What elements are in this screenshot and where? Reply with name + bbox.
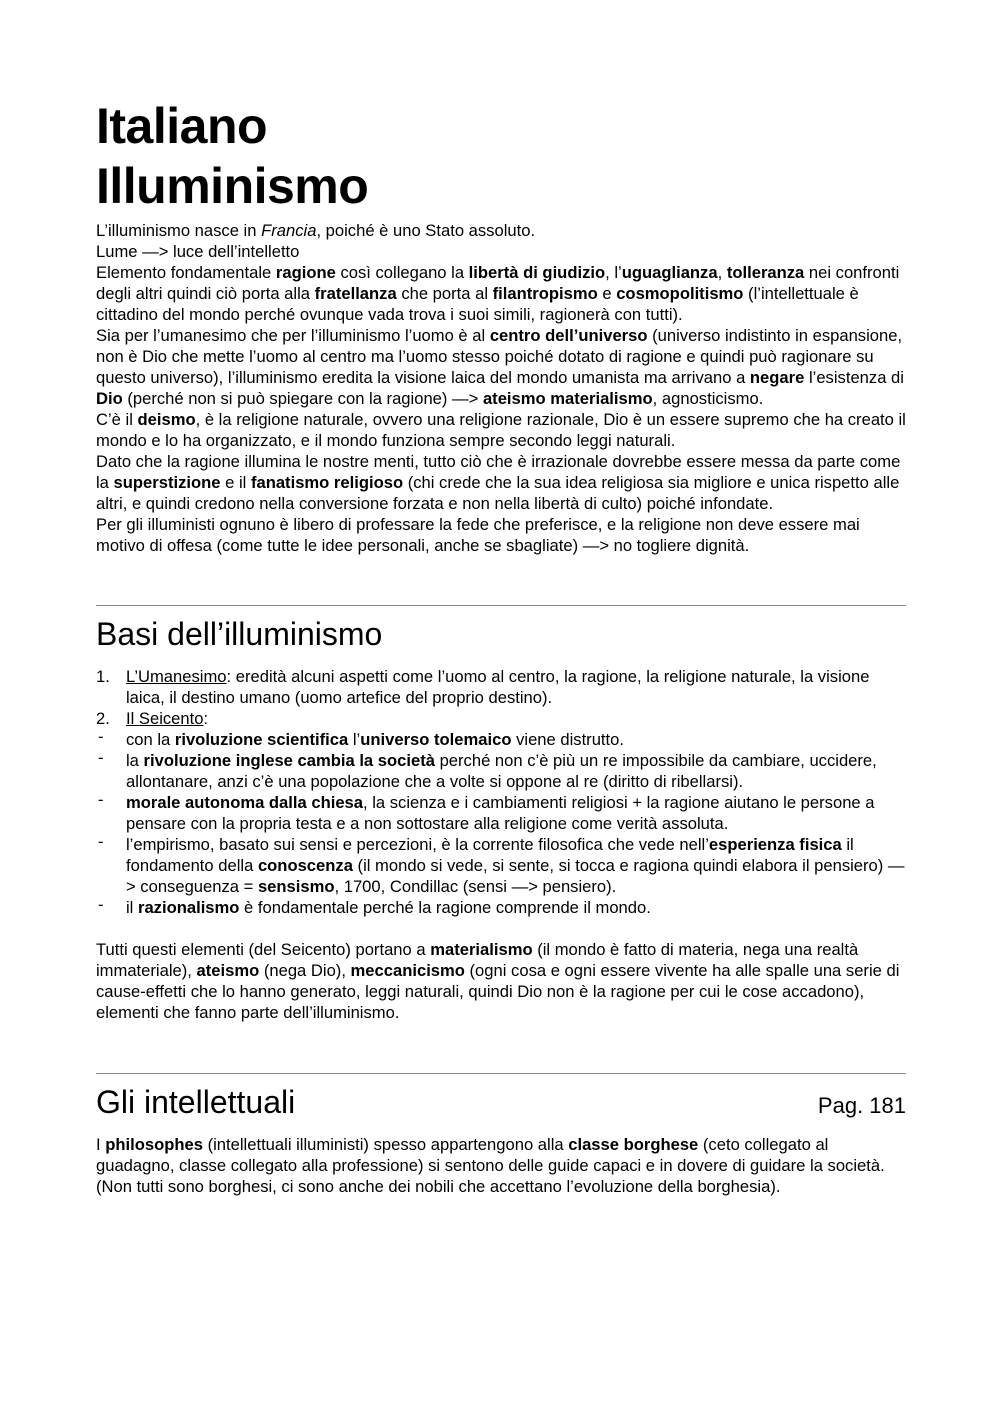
- spacer: [96, 1023, 906, 1073]
- dash-marker: -: [98, 790, 104, 809]
- numbered-item-1: 1. L’Umanesimo: eredità alcuni aspetti come l’uomo al centro, la ragione, la religione naturale, la visione laica, il destino umano (uomo artefice del proprio destino).: [96, 667, 870, 707]
- numbered-list: [96, 666, 906, 729]
- section-title-intellettuali: Gli intellettuali: [96, 1084, 296, 1120]
- intellettuali-paragraph: I philosophes (intellettuali illuministi) spesso appartengono alla classe borghese (ceto collegato al guadagno, classe collegato alla professione) si sentono delle guide capaci e in dovere di guidare la società. (Non tutti sono borghesi, ci sono anche dei nobili che accettano l’evoluzione della borghesia).: [96, 1135, 885, 1196]
- intro-paragraph-4: Sia per l’umanesimo che per l’illuminismo l’uomo è al centro dell’universo (universo indistinto in espansione, non è Dio che mette l’uomo al centro ma l’uomo stesso poiché dotato di ragione e quindi può ragionare su questo universo), l’illuminismo eredita la visione laica del mondo umanista ma arrivano a negare l’esistenza di Dio (perché non si può spiegare con la ragione) —> ateismo materialismo, agnosticismo.: [96, 326, 904, 408]
- list-marker: 1.: [96, 667, 110, 686]
- dash-item-2: - la rivoluzione inglese cambia la società perché non c’è più un re impossibile da cambiare, uccidere, allontanare, anzi c’è una popolazione che a volte si oppone al re (diritto di ribellarsi).: [98, 748, 877, 791]
- section-intellettuali: [96, 1074, 906, 1197]
- emphasis-francia: Francia: [261, 221, 317, 240]
- dash-item-5: - il razionalismo è fondamentale perché la ragione comprende il mondo.: [98, 895, 651, 917]
- intro-paragraph-1: L’illuminismo nasce in Francia, poiché è uno Stato assoluto.: [96, 221, 536, 240]
- title-line-1: Italiano: [96, 98, 268, 154]
- page-reference: Pag. 181: [817, 1093, 906, 1118]
- section-title-basi: Basi dell’illuminismo: [96, 616, 383, 652]
- section-header: [96, 1082, 906, 1122]
- intro-paragraph-5: C’è il deismo, è la religione naturale, ovvero una religione razionale, Dio è un essere supremo che ha creato il mondo e lo ha organizzato, e il mondo funziona sempre secondo leggi naturali.: [96, 410, 906, 450]
- list-marker: 2.: [96, 709, 110, 728]
- dash-item-4: - l’empirismo, basato sui sensi e percezioni, è la corrente filosofica che vede nell’esperienza fisica il fondamento della conoscenza (il mondo si vede, si sente, si tocca e ragiona quindi elabora il pensiero) —> conseguenza = sensismo, 1700, Condillac (sensi —> pensiero).: [98, 832, 905, 896]
- summary-paragraph: Tutti questi elementi (del Seicento) portano a materialismo (il mondo è fatto di materia, nega una realtà immateriale), ateismo (nega Dio), meccanicismo (ogni cosa e ogni essere vivente ha alle spalle una serie di cause-effetti che lo hanno generato, leggi naturali, quindi Dio non è la ragione per cui le cose accadono), elementi che fanno parte dell’illuminismo.: [96, 940, 900, 1022]
- dash-list: [96, 729, 906, 918]
- intro-paragraph-6: Dato che la ragione illumina le nostre menti, tutto ciò che è irrazionale dovrebbe essere messa da parte come la superstizione e il fanatismo religioso (chi crede che la sua idea religiosa sia migliore e unica rispetto alle altri, e quindi credono nella conversione forzata e non nella libertà di culto) poiché infondate.: [96, 452, 901, 513]
- document-page: [96, 96, 906, 1197]
- dash-item-1: - con la rivoluzione scientifica l’universo tolemaico viene distrutto.: [98, 727, 624, 749]
- intro-paragraph-7: Per gli illuministi ognuno è libero di professare la fede che preferisce, e la religione non deve essere mai motivo di offesa (come tutte le idee personali, anche se sbagliate) —> no togliere dignità.: [96, 515, 860, 555]
- dash-marker: -: [98, 895, 104, 914]
- dash-marker: -: [98, 748, 104, 767]
- document-title: [96, 96, 906, 216]
- dash-item-3: - morale autonoma dalla chiesa, la scienza e i cambiamenti religiosi + la ragione aiutano le persone a pensare con la propria testa e a non sottostare alla religione come verità assoluta.: [98, 790, 875, 833]
- dash-marker: -: [98, 727, 104, 746]
- section-basi: [96, 606, 906, 1023]
- intro-paragraph-2: Lume —> luce dell’intelletto: [96, 242, 300, 261]
- intro-section: [96, 220, 906, 556]
- dash-marker: -: [98, 832, 104, 851]
- title-line-2: Illuminismo: [96, 158, 369, 214]
- intro-paragraph-3: Elemento fondamentale ragione così collegano la libertà di giudizio, l’uguaglianza, tolleranza nei confronti degli altri quindi ciò porta alla fratellanza che porta al filantropismo e cosmopolitismo (l’intellettuale è cittadino del mondo perché ovunque vada trova i suoi simili, ragionerà con tutti).: [96, 263, 900, 324]
- spacer: [96, 556, 906, 605]
- numbered-item-2: 2. Il Seicento:: [96, 709, 209, 728]
